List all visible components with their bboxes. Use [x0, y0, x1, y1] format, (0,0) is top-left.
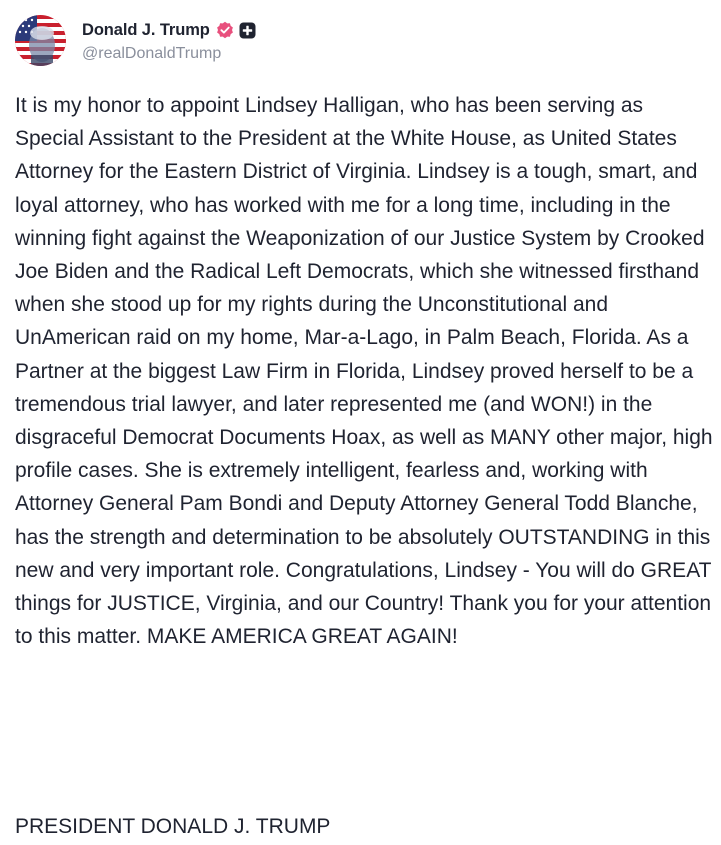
name-row — [82, 17, 256, 43]
post-body-text: It is my honor to appoint Lindsey Halligan, who has been serving as Special Assistant to the President at the White House, as United States Attorney for the Eastern District of Virginia. Lindsey is a tough, smart, and loyal attorney, who has worked with me for a long time, including in the winning fight against the Weaponization of our Justice System by Crooked Joe Biden and the Radical Left Democrats, which she witnessed firsthand when she stood up for my rights during the Unconstitutional and UnAmerican raid on my home, Mar-a-Lago, in Palm Beach, Florida. As a Partner at the biggest Law Firm in Florida, Lindsey proved herself to be a tremendous trial lawyer, and later represented me (and WON!) in the disgraceful Democrat Documents Hoax, as well as MANY other major, high profile cases. She is extremely intelligent, fearless and, working with Attorney General Pam Bondi and Deputy Attorney General Todd Blanche, has the strength and determination to be absolutely OUTSTANDING in this new and very important role. Congratulations, Lindsey - You will do GREAT things for JUSTICE, Virginia, and our Country! Thank you for your attention to this matter. MAKE AMERICA GREAT AGAIN! — [15, 94, 719, 649]
verified-badge-icon — [216, 21, 234, 39]
plus-badge-icon — [239, 22, 256, 39]
avatar-image — [15, 15, 66, 66]
author-handle[interactable]: @realDonaldTrump — [82, 45, 222, 62]
author-identity — [82, 17, 256, 63]
post-header — [15, 14, 256, 66]
avatar[interactable] — [15, 15, 66, 66]
author-display-name[interactable]: Donald J. Trump — [82, 20, 210, 39]
post-signature: PRESIDENT DONALD J. TRUMP — [15, 815, 331, 838]
